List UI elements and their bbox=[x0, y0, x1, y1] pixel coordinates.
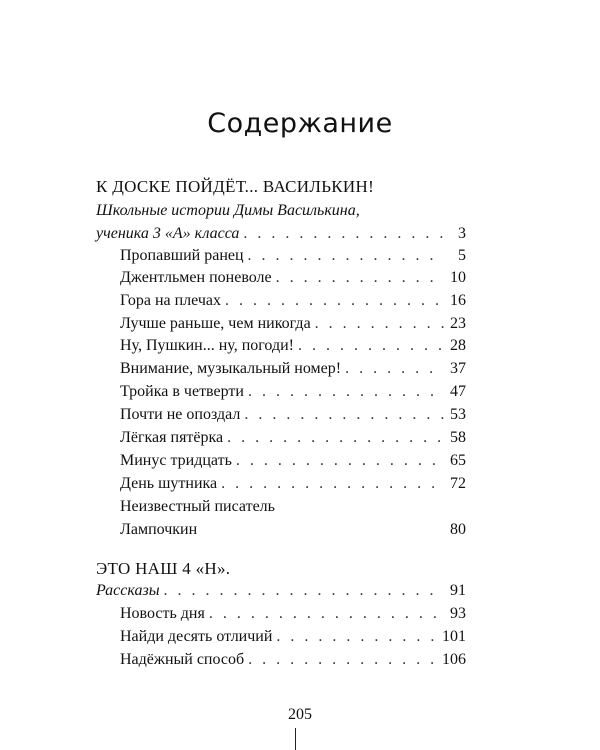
toc-entry-title: Джентльмен поневоле bbox=[120, 269, 272, 286]
toc-entry[interactable] bbox=[120, 291, 466, 311]
part-subtitle: Школьные истории Димы Василькина, bbox=[96, 202, 360, 219]
toc-entry[interactable] bbox=[120, 474, 466, 494]
page-number: 205 bbox=[288, 706, 312, 723]
toc-entry-page: 3 bbox=[458, 225, 466, 242]
toc-entry-title: Найди десять отличий bbox=[120, 628, 273, 645]
toc-entry-page: 16 bbox=[450, 292, 466, 309]
toc-entry-page: 101 bbox=[442, 628, 466, 645]
toc-entry[interactable] bbox=[120, 451, 466, 471]
toc-entry-title: Гора на плечах bbox=[120, 292, 222, 309]
toc-entry-page: 28 bbox=[450, 337, 466, 354]
leader-dots bbox=[248, 650, 438, 670]
toc-entry-title: Лучше раньше, чем никогда bbox=[120, 315, 311, 332]
toc-entry-title: ученика 3 «А» класса bbox=[96, 225, 240, 242]
leader-dots bbox=[315, 314, 444, 334]
toc-entry-page: 65 bbox=[450, 452, 466, 469]
toc-entry-page: 106 bbox=[442, 651, 466, 668]
leader-dots bbox=[276, 627, 438, 647]
toc-entry-title: Внимание, музыкальный номер! bbox=[120, 360, 342, 377]
leader-dots bbox=[221, 474, 444, 494]
toc-entry-title-line1: Неизвестный писатель bbox=[120, 498, 275, 515]
toc-entry[interactable] bbox=[120, 405, 466, 425]
leader-dots bbox=[227, 428, 444, 448]
leader-dots bbox=[276, 268, 444, 288]
toc-entry[interactable] bbox=[120, 268, 466, 288]
scan-mark bbox=[295, 728, 296, 750]
toc-entry-title: Лёгкая пятёрка bbox=[120, 429, 224, 446]
toc-entry-title: Рассказы bbox=[96, 582, 160, 599]
leader-dots bbox=[236, 451, 444, 471]
toc-entry[interactable] bbox=[120, 428, 466, 448]
toc-entry-page: 80 bbox=[450, 521, 466, 538]
leader-dots bbox=[209, 604, 444, 624]
toc-entry-page: 5 bbox=[458, 247, 466, 264]
toc-entry[interactable] bbox=[96, 224, 466, 244]
toc-entry[interactable] bbox=[120, 314, 466, 334]
leader-dots bbox=[225, 291, 444, 311]
toc-entry-title: Почти не опоздал bbox=[120, 406, 241, 423]
toc-entry-title: Минус тридцать bbox=[120, 452, 232, 469]
toc-entry[interactable] bbox=[120, 359, 466, 379]
toc-entry-page: 37 bbox=[450, 360, 466, 377]
leader-dots bbox=[243, 224, 444, 244]
leader-dots bbox=[248, 246, 444, 266]
toc-entry-title: Пропавший ранец bbox=[120, 247, 244, 264]
toc-entry[interactable] bbox=[96, 581, 466, 601]
toc-entry-page: 47 bbox=[450, 383, 466, 400]
toc-entry[interactable] bbox=[120, 336, 466, 356]
toc-entry[interactable] bbox=[120, 627, 466, 647]
part-title: К ДОСКЕ ПОЙДЁТ... ВАСИЛЬКИН! bbox=[96, 177, 375, 196]
page-title: Содержание bbox=[207, 108, 393, 139]
toc-entry-page: 58 bbox=[450, 429, 466, 446]
toc-entry[interactable] bbox=[120, 382, 466, 402]
toc-entry-title: Надёжный способ bbox=[120, 651, 245, 668]
toc-entry-title: День шутника bbox=[120, 475, 218, 492]
toc-entry-title: Ну, Пушкин... ну, погоди! bbox=[120, 337, 294, 354]
leader-dots bbox=[298, 336, 444, 356]
toc-entry[interactable] bbox=[120, 650, 466, 670]
part-title: ЭТО НАШ 4 «Н». bbox=[96, 559, 231, 578]
toc-entry[interactable] bbox=[120, 604, 466, 624]
toc-entry-page: 23 bbox=[450, 315, 466, 332]
leader-dots bbox=[345, 359, 444, 379]
toc-entry-page: 72 bbox=[450, 475, 466, 492]
toc-entry-title: Лампочкин bbox=[120, 521, 198, 538]
toc-entry-title: Тройка в четверти bbox=[120, 383, 244, 400]
toc-entry[interactable] bbox=[120, 246, 466, 266]
leader-dots bbox=[164, 581, 444, 601]
leader-dots bbox=[244, 405, 444, 425]
toc-entry-title: Новость дня bbox=[120, 605, 205, 622]
toc-entry-page: 91 bbox=[450, 582, 466, 599]
toc-entry[interactable] bbox=[120, 520, 466, 540]
toc-entry-page: 10 bbox=[450, 269, 466, 286]
toc-entry-page: 53 bbox=[450, 406, 466, 423]
leader-dots bbox=[248, 382, 444, 402]
toc-entry-page: 93 bbox=[450, 605, 466, 622]
